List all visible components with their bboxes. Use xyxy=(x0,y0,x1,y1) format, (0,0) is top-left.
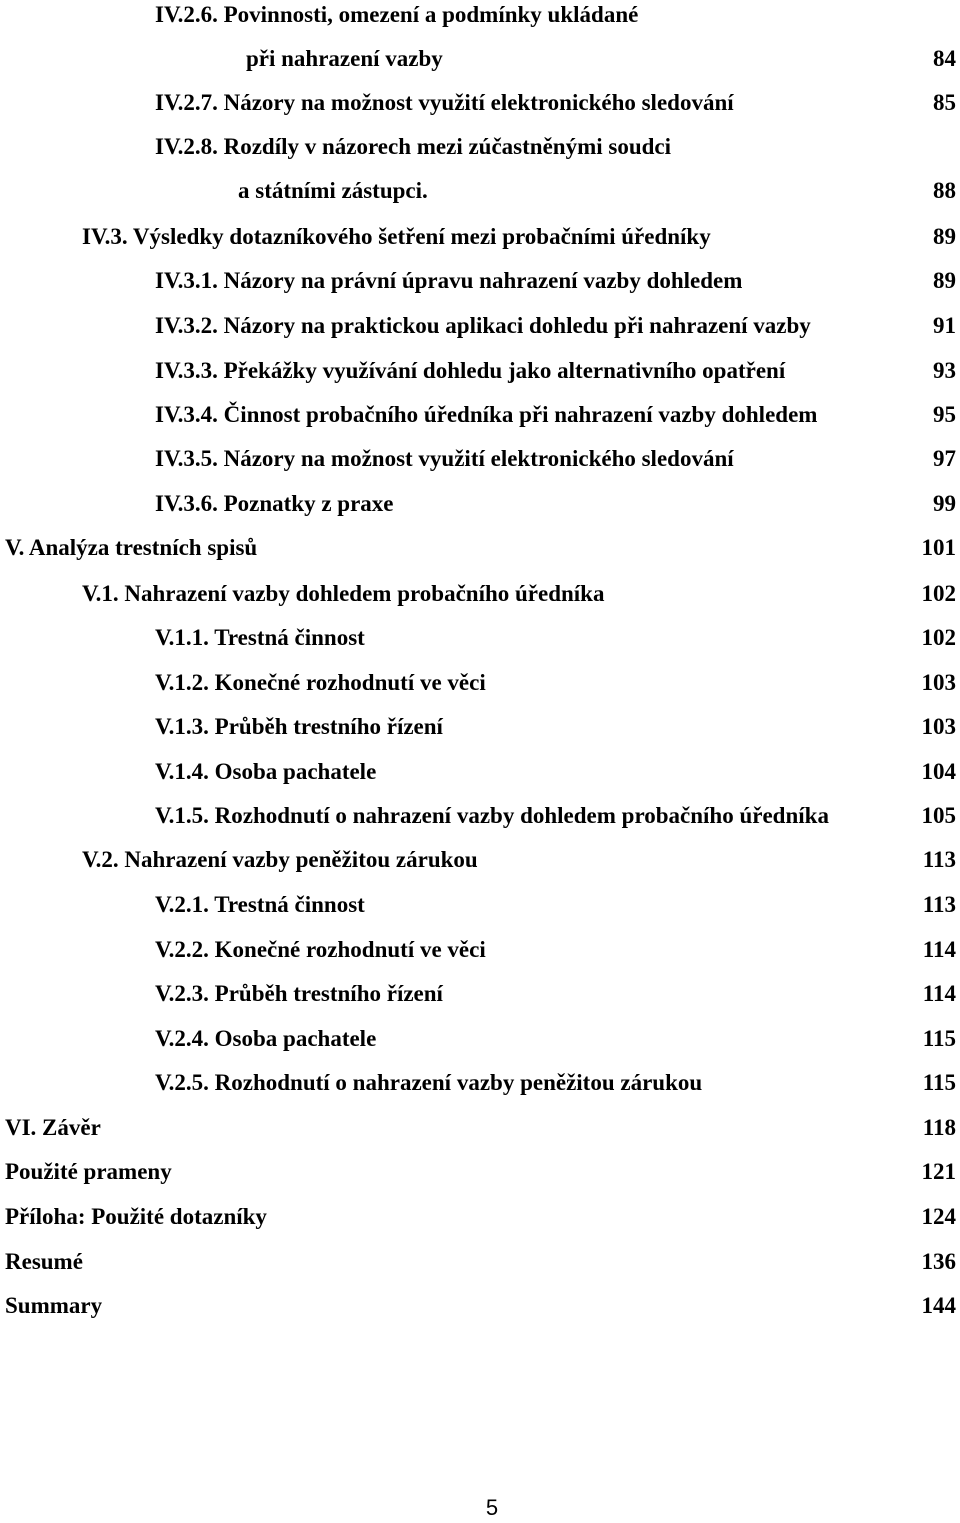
toc-entry xyxy=(0,935,960,971)
toc-entry-page: 93 xyxy=(933,358,956,383)
toc-entry xyxy=(0,1157,960,1193)
toc-entry-page: 103 xyxy=(921,670,956,695)
toc-entry xyxy=(0,176,960,212)
toc-entry xyxy=(0,356,960,392)
toc-entry xyxy=(0,1247,960,1283)
toc-entry xyxy=(0,1024,960,1060)
toc-entry-title: IV.3.1. Názory na právní úpravu nahrazení vazby dohledem xyxy=(155,268,743,293)
toc-entry-title: V.2.1. Trestná činnost xyxy=(155,892,365,917)
toc-entry xyxy=(0,132,960,168)
toc-entry-page: 121 xyxy=(921,1159,956,1184)
toc-entry-page: 124 xyxy=(921,1204,956,1229)
toc-entry-title: IV.3.2. Názory na praktickou aplikaci dohledu při nahrazení vazby xyxy=(155,313,811,338)
toc-entry-title: Resumé xyxy=(5,1249,83,1274)
toc-entry-page: 104 xyxy=(921,759,956,784)
toc-entry xyxy=(0,757,960,793)
toc-entry xyxy=(0,1113,960,1149)
toc-entry-page: 115 xyxy=(922,1026,956,1051)
toc-entry xyxy=(0,668,960,704)
toc-entry xyxy=(0,533,960,569)
toc-entry xyxy=(0,88,960,124)
toc-entry-page: 114 xyxy=(922,937,956,962)
toc-entry-page: 99 xyxy=(933,491,956,516)
toc-entry-title: V.1. Nahrazení vazby dohledem probačního úředníka xyxy=(82,581,605,606)
toc-entry-title: V.1.2. Konečné rozhodnutí ve věci xyxy=(155,670,486,695)
toc-entry xyxy=(0,1068,960,1104)
toc-entry-title: IV.3.3. Překážky využívání dohledu jako alternativního opatření xyxy=(155,358,786,383)
toc-entry-title: IV.2.6. Povinnosti, omezení a podmínky ukládané xyxy=(155,2,639,27)
toc-entry-title: V.1.5. Rozhodnutí o nahrazení vazby dohledem probačního úředníka xyxy=(155,803,829,828)
toc-entry xyxy=(0,1202,960,1238)
toc-entry xyxy=(0,444,960,480)
toc-entry-page: 101 xyxy=(921,535,956,560)
toc-entry-page: 103 xyxy=(921,714,956,739)
toc-entry xyxy=(0,400,960,436)
toc-entry-page: 88 xyxy=(933,178,956,203)
toc-entry xyxy=(0,623,960,659)
toc-entry-title: IV.3.4. Činnost probačního úředníka při nahrazení vazby dohledem xyxy=(155,402,818,427)
toc-entry-title: Použité prameny xyxy=(5,1159,172,1184)
toc-entry-title: IV.2.7. Názory na možnost využití elektronického sledování xyxy=(155,90,734,115)
toc-entry-title: V.2. Nahrazení vazby peněžitou zárukou xyxy=(82,847,478,872)
toc-entry xyxy=(0,890,960,926)
toc-entry-title: V.2.2. Konečné rozhodnutí ve věci xyxy=(155,937,486,962)
toc-entry-page: 84 xyxy=(933,46,956,71)
toc-entry-title: V.1.1. Trestná činnost xyxy=(155,625,365,650)
toc-entry-page: 136 xyxy=(921,1249,956,1274)
toc-entry-title: V. Analýza trestních spisů xyxy=(5,535,258,560)
toc-entry-title: IV.3.6. Poznatky z praxe xyxy=(155,491,394,516)
toc-entry-page: 89 xyxy=(933,224,956,249)
toc-entry-page: 114 xyxy=(922,981,956,1006)
toc-entry-title: a státními zástupci. xyxy=(238,178,428,203)
toc-entry-page: 89 xyxy=(933,268,956,293)
toc-entry-title: Příloha: Použité dotazníky xyxy=(5,1204,267,1229)
toc-entry-title: V.2.5. Rozhodnutí o nahrazení vazby peněžitou zárukou xyxy=(155,1070,703,1095)
toc-entry-title: V.1.3. Průběh trestního řízení xyxy=(155,714,443,739)
toc-entry-page: 115 xyxy=(922,1070,956,1095)
toc-entry-title: V.2.3. Průběh trestního řízení xyxy=(155,981,443,1006)
toc-entry-page: 85 xyxy=(933,90,956,115)
toc-entry xyxy=(0,979,960,1015)
toc-entry-page: 105 xyxy=(921,803,956,828)
toc-entry xyxy=(0,845,960,881)
toc-entry xyxy=(0,44,960,80)
toc-entry xyxy=(0,0,960,36)
toc-entry-page: 102 xyxy=(921,625,956,650)
page-number: 5 xyxy=(485,1495,499,1520)
toc-entry-page: 95 xyxy=(933,402,956,427)
toc-entry-page: 113 xyxy=(922,892,956,917)
toc-entry xyxy=(0,1291,960,1327)
toc-entry-title: Summary xyxy=(5,1293,103,1318)
toc-entry xyxy=(0,266,960,302)
toc-entry-title: IV.3.5. Názory na možnost využití elektronického sledování xyxy=(155,446,734,471)
toc-entry-title: IV.3. Výsledky dotazníkového šetření mezi probačními úředníky xyxy=(82,224,711,249)
toc-entry xyxy=(0,579,960,615)
toc-entry xyxy=(0,801,960,837)
toc-entry-page: 118 xyxy=(922,1115,956,1140)
toc-entry-title: V.2.4. Osoba pachatele xyxy=(155,1026,377,1051)
toc-entry xyxy=(0,222,960,258)
toc-entry-title: V.1.4. Osoba pachatele xyxy=(155,759,377,784)
toc-entry xyxy=(0,311,960,347)
toc-entry-page: 91 xyxy=(933,313,956,338)
toc-entry-page: 102 xyxy=(921,581,956,606)
toc-entry-title: při nahrazení vazby xyxy=(246,46,443,71)
toc-entry-page: 113 xyxy=(922,847,956,872)
toc-entry-page: 144 xyxy=(921,1293,956,1318)
toc-entry xyxy=(0,712,960,748)
toc-entry-page: 97 xyxy=(933,446,956,471)
toc-entry-title: VI. Závěr xyxy=(5,1115,101,1140)
toc-entry xyxy=(0,489,960,525)
toc-entry-title: IV.2.8. Rozdíly v názorech mezi zúčastněnými soudci xyxy=(155,134,671,159)
